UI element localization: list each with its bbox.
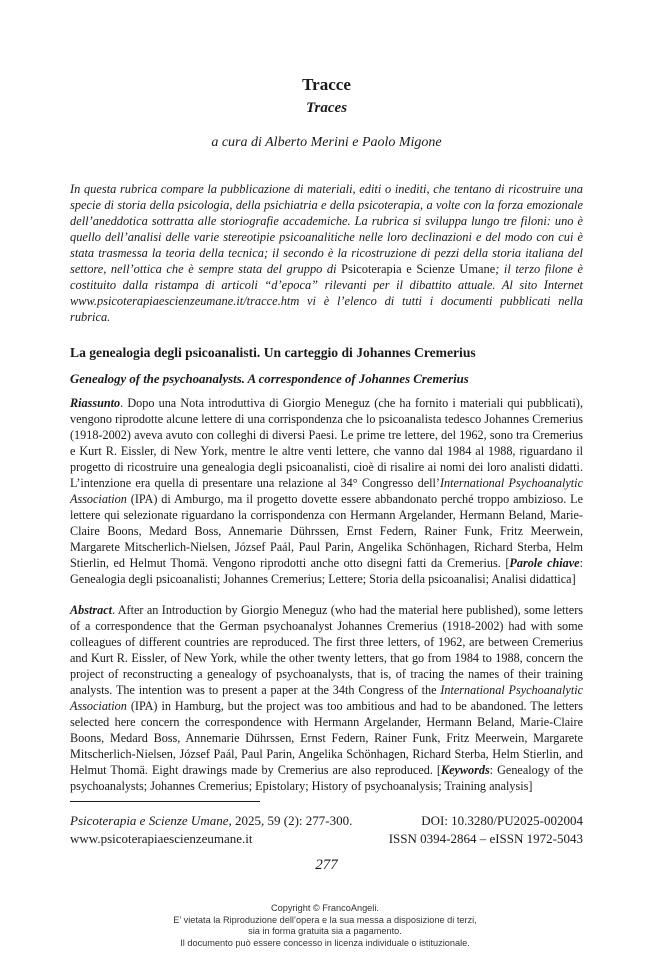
riassunto-ipa-name: International Psychoanalytic Association [70, 476, 583, 506]
footer-citation-details: , 2025, 59 (2): 277-300. [228, 813, 353, 828]
intro-journal-name: Psicoterapia e Scienze Umane [341, 262, 496, 276]
footer-issn: ISSN 0394-2864 – eISSN 1972-5043 [388, 831, 583, 846]
footer-citation [70, 812, 352, 829]
riassunto-text-part2: (IPA) di Amburgo, ma il progetto dovette essere abbandonato perché troppo ambizioso. Le lettere qui selezionate riguardano la corrispondenza con Hermann Argelander, Hermann Beland, Marie-Claire Boons, Medard Boss, Annemarie Dührssen, Ernst Federn, Rainer Funk, Fritz Meerwein, Margarete Mitscherlich-Nielsen, József Paál, Paul Parin, Angelika Schönhagen, Richard Sterba, Helm Stierlin, ed Helmut Thomä. Vengono riprodotti anche otto disegni fatti da Cremerius. [ [70, 492, 583, 570]
intro-text-part1: In questa rubrica compare la pubblicazione di materiali, editi o inediti, che tentano di ricostruire una specie di storia della psicologia, della psichiatria e della psicoterapia, a volte con la forza emozionale dell’aneddotica sottratta alle storiografie accademiche. La rubrica si sviluppa lungo tre filoni: uno è quello dell’analisi delle varie stereotipie psicoanalitiche nelle loro declinazioni e del modo con cui è stata trasmessa la teoria della tecnica; il secondo è la ricostruzione di pezzi della storia italiana del settore, nell’ottica che è sempre stata del gruppo di [70, 182, 583, 276]
footer-website: www.psicoterapiaescienzeumane.it [70, 831, 253, 846]
abstract-paragraph [70, 602, 583, 794]
riassunto-paragraph [70, 395, 583, 587]
abstract-keywords-label: Keywords [440, 763, 490, 777]
section-title: Tracce [302, 75, 351, 94]
riassunto-label: Riassunto [70, 396, 121, 410]
abstract-keywords: : Genealogy of the psychoanalysts; Johannes Cremerius; Epistolary; History of psychoanalysis; Training analysis] [70, 763, 583, 793]
abstract-text-part2: (IPA) in Hamburg, but the project was too ambitious and had to be abandoned. The letters selected here concern the correspondence with Hermann Argelander, Hermann Beland, Marie-Claire Boons, Medard Boss, Annemarie Dührssen, Ernst Federn, Rainer Funk, Fritz Meerwein, Margarete Mitscherlich-Nielsen, József Paál, Paul Parin, Angelika Schönhagen, Richard Sterba, Helm Stierlin, and Helmut Thomä. Eight drawings made by Cremerius are also reproduced. [ [70, 699, 583, 777]
intro-paragraph [70, 181, 583, 325]
section-editors: a cura di Alberto Merini e Paolo Migone [211, 135, 442, 150]
section-subtitle: Traces [305, 100, 348, 116]
riassunto-text-part1: . Dopo una Nota introduttiva di Giorgio Meneguz (che ha fornito i materiali qui pubblicati), vengono riprodotte alcune lettere di una corrispondenza che lo psicoanalista tedesco Johannes Cremerius (1918-2002) aveva avuto con colleghi di diversi Paesi. Le prime tre lettere, del 1962, sono tra Cremerius e Kurt R. Eissler, di New York, mentre le altre venti lettere, che vanno dal 1984 al 1988, riguardano il progetto di ricostruire una genealogia degli psicoanalisti, cioè di risalire ai nomi dei loro analisti didatti. L’intenzione era quella di presentare una relazione al 34° Congresso dell’ [70, 396, 583, 490]
intro-text-part2: ; il terzo filone è costituito dalla ristampa di articoli “d’epoca” rilevanti per il dibattito attuale. Al sito Internet www.psicoterapiaescienzeumane.it/tracce.htm vi è l’elenco di tutti i documenti pubblicati nella rubrica. [70, 262, 583, 324]
page-number: 277 [315, 857, 338, 873]
article-title: La genealogia degli psicoanalisti. Un carteggio di Johannes Cremerius [70, 345, 476, 360]
copyright-line-4: Il documento può essere concesso in licenza individuale o istituzionale. [180, 937, 470, 948]
riassunto-keywords: : Genealogia degli psicoanalisti; Johannes Cremerius; Lettere; Storia della psicoanalisi; Analisi didattica] [70, 556, 583, 586]
footer-doi: DOI: 10.3280/PU2025-002004 [421, 813, 583, 828]
article-subtitle: Genealogy of the psychoanalysts. A correspondence of Johannes Cremerius [70, 372, 469, 386]
abstract-label: Abstract [70, 603, 112, 617]
footnote-divider [70, 801, 260, 802]
abstract-ipa-name: International Psychoanalytic Association [70, 683, 583, 713]
copyright-line-1: Copyright © FrancoAngeli. [271, 903, 379, 913]
copyright-line-2: E’ vietata la Riproduzione dell’opera e la sua messa a disposizione di terzi, [173, 914, 477, 925]
abstract-text-part1: . After an Introduction by Giorgio Meneguz (who had the material here published), some letters of a correspondence that the German psychoanalyst Johannes Cremerius (1918-2002) had with some colleagues of different countries are reproduced. The first three letters, of 1962, are between Cremerius and Kurt R. Eissler, of New York, while the other twenty letters, that go from 1984 to 1988, concern the project of reconstructing a genealogy of psychoanalysts, that is, of tracing the names of their training analysts. The intention was to present a paper at the 34th Congress of the [70, 603, 583, 697]
copyright-line-3: sia in forma gratuita sia a pagamento. [248, 926, 402, 936]
footer-journal-name: Psicoterapia e Scienze Umane [70, 813, 229, 828]
copyright-notice [0, 903, 650, 949]
riassunto-keywords-label: Parole chiave [509, 556, 580, 570]
